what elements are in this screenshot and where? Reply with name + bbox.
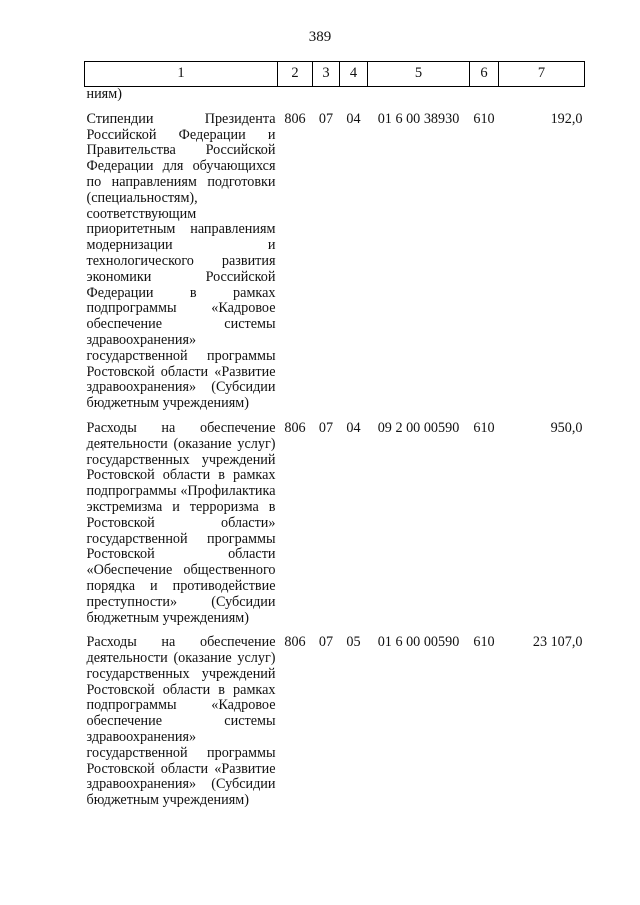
row-description: Расходы на обеспечение деятельности (оказание услуг) государственных учреждений Ростовской области в рамках подпрограммы «Кадровое обеспечение системы здравоохранения» государственной программы Ростовской области «Развитие здравоохранения» (Субсидии бюджетным учреждениям) [86, 634, 276, 809]
table-row [85, 626, 585, 809]
subsection-code: 04 [346, 110, 361, 127]
target-article-code: 01 6 00 00590 [377, 634, 460, 651]
page-number: 389 [308, 29, 332, 45]
budget-table [84, 61, 585, 809]
amount: 23 107,0 [532, 634, 583, 651]
table-row [85, 412, 585, 626]
column-header: 4 [340, 62, 368, 87]
expense-type-code: 610 [473, 419, 495, 436]
amount: 192,0 [550, 110, 583, 127]
section-code: 07 [318, 419, 334, 436]
expense-type-code: 610 [473, 634, 495, 651]
ministry-code: 806 [284, 110, 306, 127]
column-header: 6 [470, 62, 499, 87]
row-description: Расходы на обеспечение деятельности (оказание услуг) государственных учреждений Ростовской области в рамках подпрограммы «Профилактика экстремизма и терроризма в Ростовской области» государственной программы Ростовской области «Обеспечение общественного порядка и противодействие преступности» (Субсидии бюджетным учреждениям) [86, 419, 276, 626]
target-article-code: 01 6 00 38930 [377, 110, 460, 127]
expense-type-code: 610 [473, 110, 495, 127]
subsection-code: 05 [346, 634, 361, 651]
continuation-text: ниям) [86, 86, 122, 102]
section-code: 07 [318, 110, 334, 127]
column-header: 1 [85, 62, 278, 87]
subsection-code: 04 [346, 419, 361, 436]
table-row [85, 103, 585, 412]
column-header: 2 [278, 62, 313, 87]
column-header: 5 [368, 62, 470, 87]
target-article-code: 09 2 00 00590 [377, 419, 460, 436]
ministry-code: 806 [284, 419, 306, 436]
table-header-row [85, 62, 585, 87]
ministry-code: 806 [284, 634, 306, 651]
continuation-row [85, 87, 585, 103]
row-description: Стипендии Президента Российской Федерации и Правительства Российской Федерации для обучающихся по направлениям подготовки (специальностям), соответствующим приоритетным направлениям модернизации и технологического развития экономики Российской Федерации в рамках подпрограммы «Кадровое обеспечение системы здравоохранения» государственной программы Ростовской области «Развитие здравоохранения» (Субсидии бюджетным учреждениям) [86, 110, 276, 412]
amount: 950,0 [550, 419, 583, 436]
column-header: 3 [313, 62, 340, 87]
column-header: 7 [499, 62, 585, 87]
section-code: 07 [318, 634, 334, 651]
